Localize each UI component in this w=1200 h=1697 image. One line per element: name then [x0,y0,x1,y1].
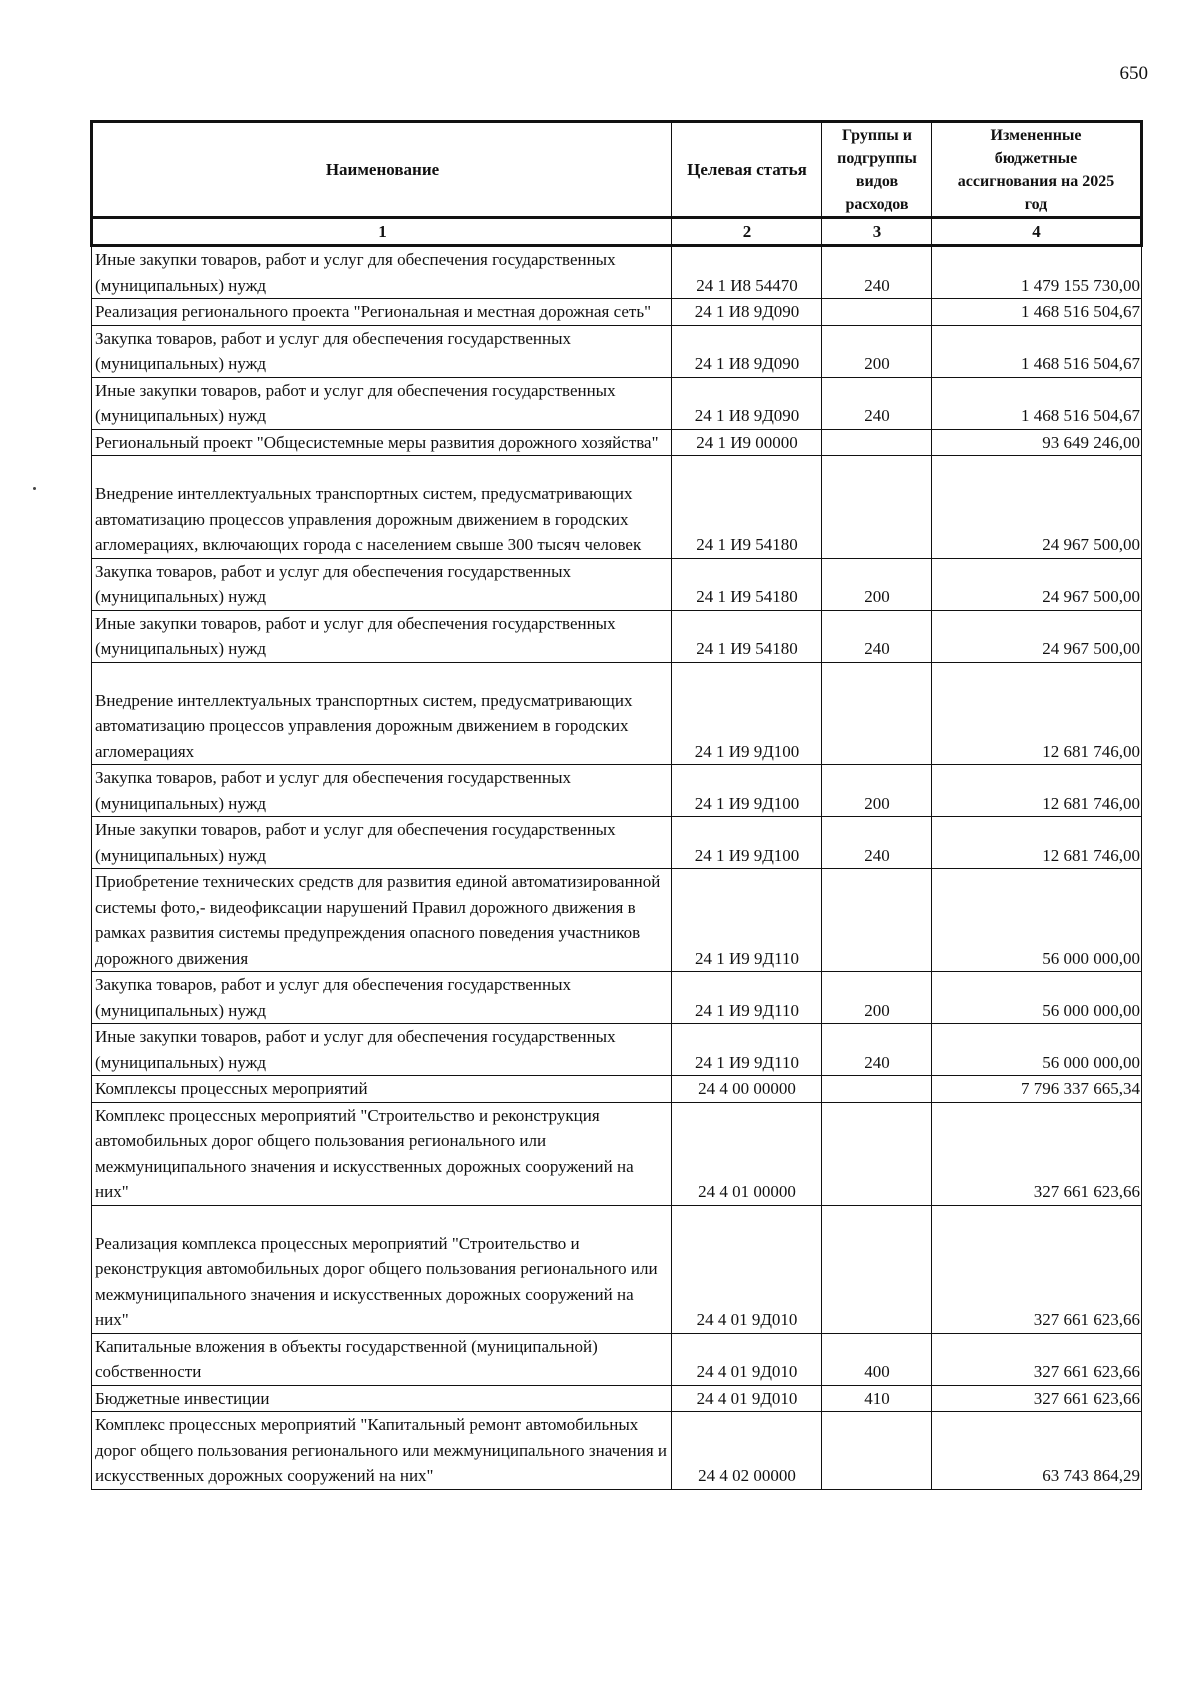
row-expense-group: 240 [822,377,932,429]
row-amount: 56 000 000,00 [932,1024,1142,1076]
row-amount: 93 649 246,00 [932,429,1142,456]
row-target-article: 24 1 И9 54180 [672,456,822,559]
row-expense-group: 200 [822,765,932,817]
row-target-article: 24 4 00 00000 [672,1076,822,1103]
column-number-row [92,218,1142,246]
row-amount: 7 796 337 665,34 [932,1076,1142,1103]
row-amount: 12 681 746,00 [932,662,1142,765]
row-target-article: 24 1 И8 9Д090 [672,377,822,429]
row-name: Комплекс процессных мероприятий "Капитальный ремонт автомобильных дорог общего пользования регионального или межмуниципального значения и искусственных дорожных сооружений на них" [92,1412,672,1490]
table-row [92,299,1142,326]
table-row [92,377,1142,429]
row-target-article: 24 1 И9 00000 [672,429,822,456]
row-expense-group [822,1102,932,1205]
row-name: Реализация комплекса процессных мероприятий "Строительство и реконструкция автомобильных дорог общего пользования регионального или межмуниципального значения и искусственных дорожных сооружений на них" [92,1205,672,1333]
table-row [92,558,1142,610]
row-expense-group [822,1205,932,1333]
header-row [92,122,1142,218]
column-number: 1 [92,218,672,246]
row-amount: 24 967 500,00 [932,610,1142,662]
row-name: Капитальные вложения в объекты государственной (муниципальной) собственности [92,1333,672,1385]
row-expense-group: 200 [822,558,932,610]
row-target-article: 24 1 И9 9Д110 [672,972,822,1024]
row-name: Комплексы процессных мероприятий [92,1076,672,1103]
row-name: Иные закупки товаров, работ и услуг для обеспечения государственных (муниципальных) нужд [92,1024,672,1076]
table-row [92,869,1142,972]
row-name: Иные закупки товаров, работ и услуг для обеспечения государственных (муниципальных) нужд [92,610,672,662]
row-target-article: 24 1 И8 9Д090 [672,299,822,326]
row-target-article: 24 1 И9 9Д100 [672,765,822,817]
table-body [92,246,1142,1490]
row-name: Приобретение технических средств для развития единой автоматизированной системы фото,- видеофиксации нарушений Правил дорожного движения в рамках развития системы предупреждения опасного поведения участников дорожного движения [92,869,672,972]
table-row [92,662,1142,765]
row-amount: 1 479 155 730,00 [932,246,1142,299]
table-row [92,429,1142,456]
header-name: Наименование [92,122,672,218]
row-target-article: 24 1 И9 54180 [672,610,822,662]
row-target-article: 24 1 И9 54180 [672,558,822,610]
row-expense-group [822,1076,932,1103]
budget-table [90,120,1143,1490]
page-number: 650 [1119,63,1148,84]
row-target-article: 24 1 И9 9Д110 [672,1024,822,1076]
row-expense-group: 240 [822,246,932,299]
row-name: Региональный проект "Общесистемные меры развития дорожного хозяйства" [92,429,672,456]
row-target-article: 24 4 01 9Д010 [672,1205,822,1333]
row-target-article: 24 4 01 00000 [672,1102,822,1205]
row-name: Бюджетные инвестиции [92,1385,672,1412]
column-number: 4 [932,218,1142,246]
row-name: Закупка товаров, работ и услуг для обеспечения государственных (муниципальных) нужд [92,325,672,377]
row-expense-group: 240 [822,1024,932,1076]
row-target-article: 24 1 И8 54470 [672,246,822,299]
row-target-article: 24 1 И8 9Д090 [672,325,822,377]
row-name: Закупка товаров, работ и услуг для обеспечения государственных (муниципальных) нужд [92,972,672,1024]
table-row [92,246,1142,299]
column-number: 3 [822,218,932,246]
row-amount: 1 468 516 504,67 [932,325,1142,377]
row-name: Внедрение интеллектуальных транспортных систем, предусматривающих автоматизацию процессов управления дорожным движением в городских агломерациях, включающих города с населением свыше 300 тысяч человек [92,456,672,559]
row-amount: 1 468 516 504,67 [932,299,1142,326]
table-row [92,1205,1142,1333]
row-target-article: 24 4 01 9Д010 [672,1333,822,1385]
row-expense-group: 200 [822,972,932,1024]
row-expense-group: 200 [822,325,932,377]
row-amount: 327 661 623,66 [932,1205,1142,1333]
row-amount: 24 967 500,00 [932,456,1142,559]
row-expense-group: 240 [822,610,932,662]
header-expense-groups: Группы и подгруппы видов расходов [822,122,932,218]
row-target-article: 24 1 И9 9Д100 [672,817,822,869]
scan-speck [33,487,36,490]
row-expense-group: 240 [822,817,932,869]
row-amount: 12 681 746,00 [932,817,1142,869]
table-row [92,610,1142,662]
row-name: Закупка товаров, работ и услуг для обеспечения государственных (муниципальных) нужд [92,558,672,610]
table-row [92,456,1142,559]
row-expense-group: 410 [822,1385,932,1412]
row-name: Иные закупки товаров, работ и услуг для обеспечения государственных (муниципальных) нужд [92,377,672,429]
table-row [92,765,1142,817]
row-name: Внедрение интеллектуальных транспортных систем, предусматривающих автоматизацию процессов управления дорожным движением в городских агломерациях [92,662,672,765]
header-target-article: Целевая статья [672,122,822,218]
row-name: Закупка товаров, работ и услуг для обеспечения государственных (муниципальных) нужд [92,765,672,817]
row-name: Иные закупки товаров, работ и услуг для обеспечения государственных (муниципальных) нужд [92,817,672,869]
row-expense-group [822,429,932,456]
table-header [92,122,1142,246]
row-target-article: 24 1 И9 9Д110 [672,869,822,972]
row-name: Комплекс процессных мероприятий "Строительство и реконструкция автомобильных дорог общего пользования регионального или межмуниципального значения и искусственных дорожных сооружений на них" [92,1102,672,1205]
row-amount: 1 468 516 504,67 [932,377,1142,429]
row-expense-group [822,1412,932,1490]
row-name: Реализация регионального проекта "Региональная и местная дорожная сеть" [92,299,672,326]
row-expense-group [822,869,932,972]
row-expense-group [822,299,932,326]
row-expense-group [822,456,932,559]
row-name: Иные закупки товаров, работ и услуг для обеспечения государственных (муниципальных) нужд [92,246,672,299]
table-row [92,325,1142,377]
row-amount: 12 681 746,00 [932,765,1142,817]
row-amount: 63 743 864,29 [932,1412,1142,1490]
table-row [92,1102,1142,1205]
row-amount: 24 967 500,00 [932,558,1142,610]
table-row [92,1333,1142,1385]
row-amount: 56 000 000,00 [932,972,1142,1024]
column-number: 2 [672,218,822,246]
table-row [92,1412,1142,1490]
row-amount: 327 661 623,66 [932,1385,1142,1412]
table-row [92,1385,1142,1412]
row-target-article: 24 1 И9 9Д100 [672,662,822,765]
header-allocations: Измененные бюджетные ассигнования на 2025 год [932,122,1142,218]
table-row [92,972,1142,1024]
table-row [92,1024,1142,1076]
table-row [92,1076,1142,1103]
row-amount: 327 661 623,66 [932,1333,1142,1385]
row-expense-group: 400 [822,1333,932,1385]
row-expense-group [822,662,932,765]
row-amount: 327 661 623,66 [932,1102,1142,1205]
table-row [92,817,1142,869]
row-target-article: 24 4 02 00000 [672,1412,822,1490]
row-amount: 56 000 000,00 [932,869,1142,972]
row-target-article: 24 4 01 9Д010 [672,1385,822,1412]
